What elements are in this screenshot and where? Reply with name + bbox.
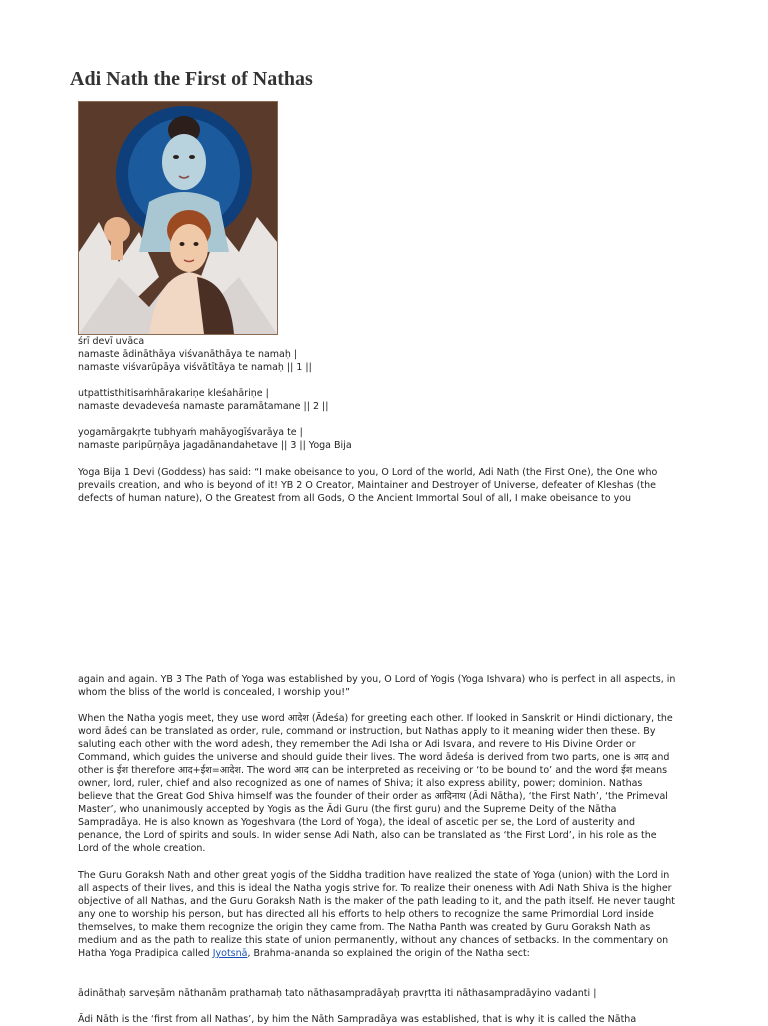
- paragraph-adesh: When the Natha yogis meet, they use word आदेश (Ādeśa) for greeting each other. If looked in Sanskrit or Hindi dictionary, the word ādeś can be translated as order, rule, command or instruction, but Nathas apply to it meaning wider then these. By saluting each other with the word adesh, they remember the Adi Isha or Adi Isvara, and revere to His Divine Order or Command, which guides the universe and should guide their lives. The word ādeśa is derived from two parts, one is आद and other is ईश therefore आद+ईश=आदेश. The word आद can be interpreted as receiving or ‘to be bound to’ and the word ईश means owner, lord, ruler, chief and also recognized as one of names of Shiva; it also express ability, power; dominion. Nathas believe that the Great God Shiva himself was the founder of their order as आदिनाथ (Ādi Nātha), ‘the First Nath’, ‘the Primeval Master’, who unanimously accepted by Yogis as the Ādi Guru (the first guru) and the Supreme Deity of the Nātha Sampradāya. He is also known as Yogeshvara (the Lord of Yoga), the ideal of ascetic per se, the Lord of austerity and penance, the Lord of spirits and souls. In wider sense Adi Nath, also can be translated as ‘the First Lord’, in his role as the Lord of the whole creation.: [78, 713, 673, 854]
- verse-line: śrī devī uvāca: [78, 336, 145, 347]
- verse-4: ādināthaḥ sarveṣām nāthanām prathamaḥ tato nāthasampradāyaḥ pravṛtta iti nāthasampradāyino vadanti |: [78, 988, 597, 999]
- paragraph-goraksh-nath: [78, 869, 676, 960]
- verse-line: namaste devadeveśa namaste paramātamane || 2 ||: [78, 401, 329, 412]
- shiva-painting: [78, 101, 278, 335]
- paragraph-adi-nath: Ādi Nāth is the ‘first from all Nathas’, by him the Nāth Sampradāya was established, that is why it is called the Nātha: [78, 1014, 637, 1025]
- verse-line: namaste paripūrṇāya jagadānandahetave || 3 || Yoga Bija: [78, 440, 352, 451]
- verse-line: namaste viśvarūpāya viśvātītāya te namaḥ || 1 ||: [78, 362, 312, 373]
- paragraph-yoga-bija: Yoga Bija 1 Devi (Goddess) has said: “I make obeisance to you, O Lord of the world, Adi Nath (the First One), the One who prevails creation, and who is beyond of it! YB 2 O Creator, Maintainer and Destroyer of Universe, defeater of Kleshas (the defects of human nature), O the Greatest from all Gods, O the Ancient Immortal Soul of all, I make obeisance to you: [78, 467, 658, 504]
- verse-line: yogamārgakṛte tubhyaṁ mahāyogīśvarāya te |: [78, 427, 303, 438]
- verse-line: utpattisthitisaṁhārakariṇe kleśahāriṇe |: [78, 388, 269, 399]
- paragraph-yoga-bija-continued: again and again. YB 3 The Path of Yoga was established by you, O Lord of Yogis (Yoga Ishvara) who is perfect in all aspects, in whom the bliss of the world is concealed, I worship you!”: [78, 674, 676, 698]
- paragraph-text: , Brahma-ananda so explained the origin of the Natha sect:: [247, 948, 530, 959]
- verse-1: [78, 335, 698, 374]
- verse-3: [78, 426, 698, 452]
- verse-2: [78, 387, 698, 413]
- page-title: Adi Nath the First of Nathas: [70, 68, 313, 90]
- jyotsna-link[interactable]: Jyotsnā: [212, 948, 248, 959]
- paragraph-text: The Guru Goraksh Nath and other great yogis of the Siddha tradition have realized the state of Yoga (union) with the Lord in all aspects of their lives, and this is ideal the Natha yogis strive for. To realize their oneness with Adi Nath Shiva is the higher objective of all Nathas, and the Guru Goraksh Nath is the maker of the path leading to it, and the path itself. He never taught any one to worship his person, but has directed all his efforts to help others to recognize the same Primordial Lord inside themselves, to make them recognize the origin they came from. The Natha Panth was created by Guru Goraksh Nath as medium and as the path to realize this state of union permanently, without any chances of setbacks. In the commentary on Hatha Yoga Pradipica called: [78, 870, 675, 959]
- verse-line: namaste ādināthāya viśvanāthāya te namaḥ |: [78, 349, 298, 360]
